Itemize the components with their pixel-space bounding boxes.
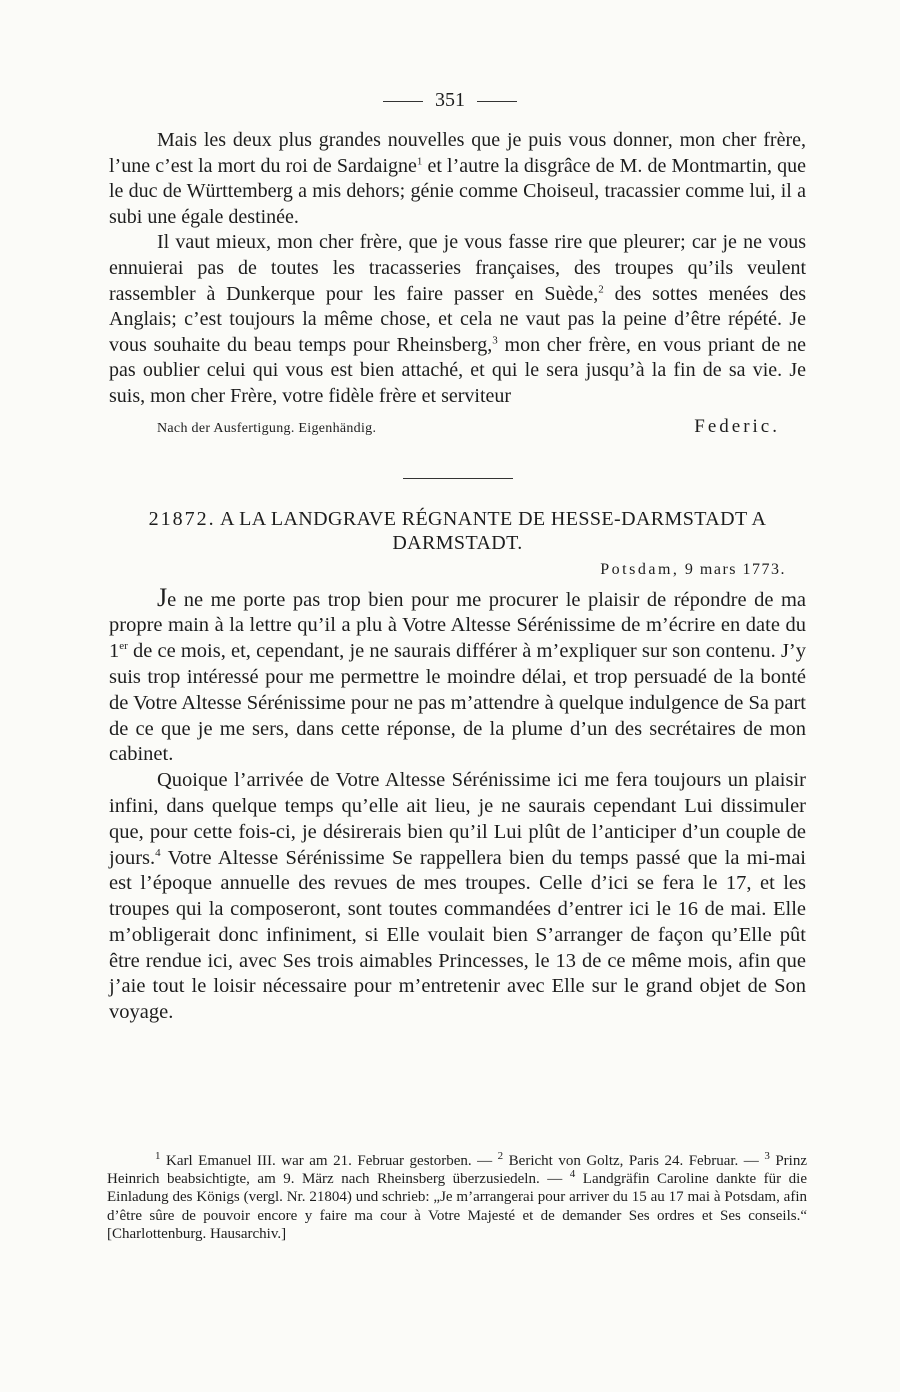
letter-heading (109, 507, 806, 555)
section-divider (403, 478, 513, 479)
page-content (109, 128, 806, 1026)
header-rule-right (477, 101, 517, 102)
footnote-marker-4: 4 (569, 1168, 576, 1181)
footnote-marker-3: 3 (764, 1150, 770, 1162)
letter-place: Potsdam, (600, 560, 680, 578)
footnote-ref-4: 4 (155, 846, 161, 859)
letter-number: 21872. (148, 507, 216, 530)
letter-date: 9 mars 1773. (684, 560, 786, 578)
source-note: Nach der Ausfertigung. Eigenhändig. (157, 420, 377, 436)
signature: Federic. (694, 415, 780, 437)
header-rule-left (383, 101, 423, 102)
previous-letter-paragraph-1: Mais les deux plus grandes nouvelles que je puis vous donner, mon cher frère, l’une c’est la mort du roi de Sardaigne$^1$ et l’autre la disgrâce de M. de Montmartin, que le duc de Württemberg a mis dehors; génie comme Choiseul, tracassier comme lui, il a subi une égale destinée. (109, 129, 806, 228)
footnote-ref-1: 1 (416, 154, 423, 167)
signoff-line (109, 416, 806, 438)
letter-title: A LA LANDGRAVE RÉGNANTE DE HESSE-DARMSTADT A DARMSTADT. (219, 507, 767, 554)
footnotes (107, 1152, 807, 1243)
footnote-marker-1: 1 (155, 1150, 161, 1162)
letter-dateline (109, 557, 786, 583)
footnote-marker-2: 2 (497, 1150, 504, 1162)
letter-paragraph-2: Quoique l’arrivée de Votre Altesse Sérénissime ici me fera toujours un plaisir infini, dans quelque temps qu’elle ait lieu, je ne saurais cependant Lui dissimuler que, pour cette fois-ci, je désirerais bien qu’il Lui plût de l’anticiper d’un couple de jours.$^4$ Votre Altesse Sérénissime Se rappellera bien du temps passé que la mi-mai est l’époque annuelle des revues de mes troupes. Celle d’ici se fera le 17, et les troupes qui la composeront, sont toutes commandées d’entrer ici le 16 de mai. Elle m’obligerait donc infiniment, si Elle voulait bien S’arranger de façon qu’Elle pût être rendue ici, avec Ses trois aimables Princesses, le 13 de ce même mois, afin que j’aie tout le loisir nécessaire pour m’entretenir avec Elle sur le grand objet de Son voyage. (109, 769, 806, 1024)
ordinal-superscript: er (119, 640, 128, 653)
footnote-block: $^1$ Karl Emanuel III. war am 21. Februar gestorben. — $^2$ Bericht von Goltz, Paris 24. Februar. — $^3$ Prinz Heinrich beabsichtigte, am 9. März nach Rheinsberg überzusiedeln. — $^4$ Landgräfin Caroline dankte für die Einladung des Königs (vergl. Nr. 21804) und schrieb: „Je m’arrangerai pour arriver du 15 au 17 mai à Potsdam, afin d’être sûre de pouvoir encore y faire ma cour à Votre Majesté et de demander Ses ordres et Ses conseils.“ [Charlottenburg. Hausarchiv.] (107, 1150, 807, 1242)
previous-letter-paragraph-2: Il vaut mieux, mon cher frère, que je vous fasse rire que pleurer; car je ne vous ennuierai pas de toutes les tracasseries françaises, des troupes qu’ils veulent rassembler à Dunkerque pour les faire passer en Suède,$^2$ des sottes menées des Anglais; c’est toujours la même chose, et cela ne vaut pas la peine d’être répété. Je vous souhaite du beau temps pour Rheinsberg,$^3$ mon cher frère, en vous priant de ne pas oublier celui qui vous est bien attaché, et qui le sera jusqu’à la fin de sa vie. Je suis, mon cher Frère, votre fidèle frère et serviteur (109, 231, 806, 407)
initial-letter: J (157, 582, 168, 612)
footnote-ref-2: 2 (598, 282, 604, 295)
letter-paragraph-1: Je ne me porte pas trop bien pour me procurer le plaisir de répondre de ma propre main à la lettre qu’il a plu à Votre Altesse Sérénissime de m’écrire en date du 1er de ce mois, et, cependant, je ne saurais différer à m’expliquer sur son contenu. J’y suis trop intéressé pour me permettre le moindre délai, et trop persuadé de la bonté de Votre Altesse Sérénissime pour ne pas m’attendre à quelque indulgence de Sa part de ce que je me sers, dans cette réponse, de la plume d’un des secrétaires de mon cabinet. (109, 582, 806, 766)
page-number: 351 (435, 89, 465, 111)
footnote-ref-3: 3 (492, 334, 498, 347)
letter-body (109, 582, 806, 1027)
page-header (0, 88, 900, 112)
